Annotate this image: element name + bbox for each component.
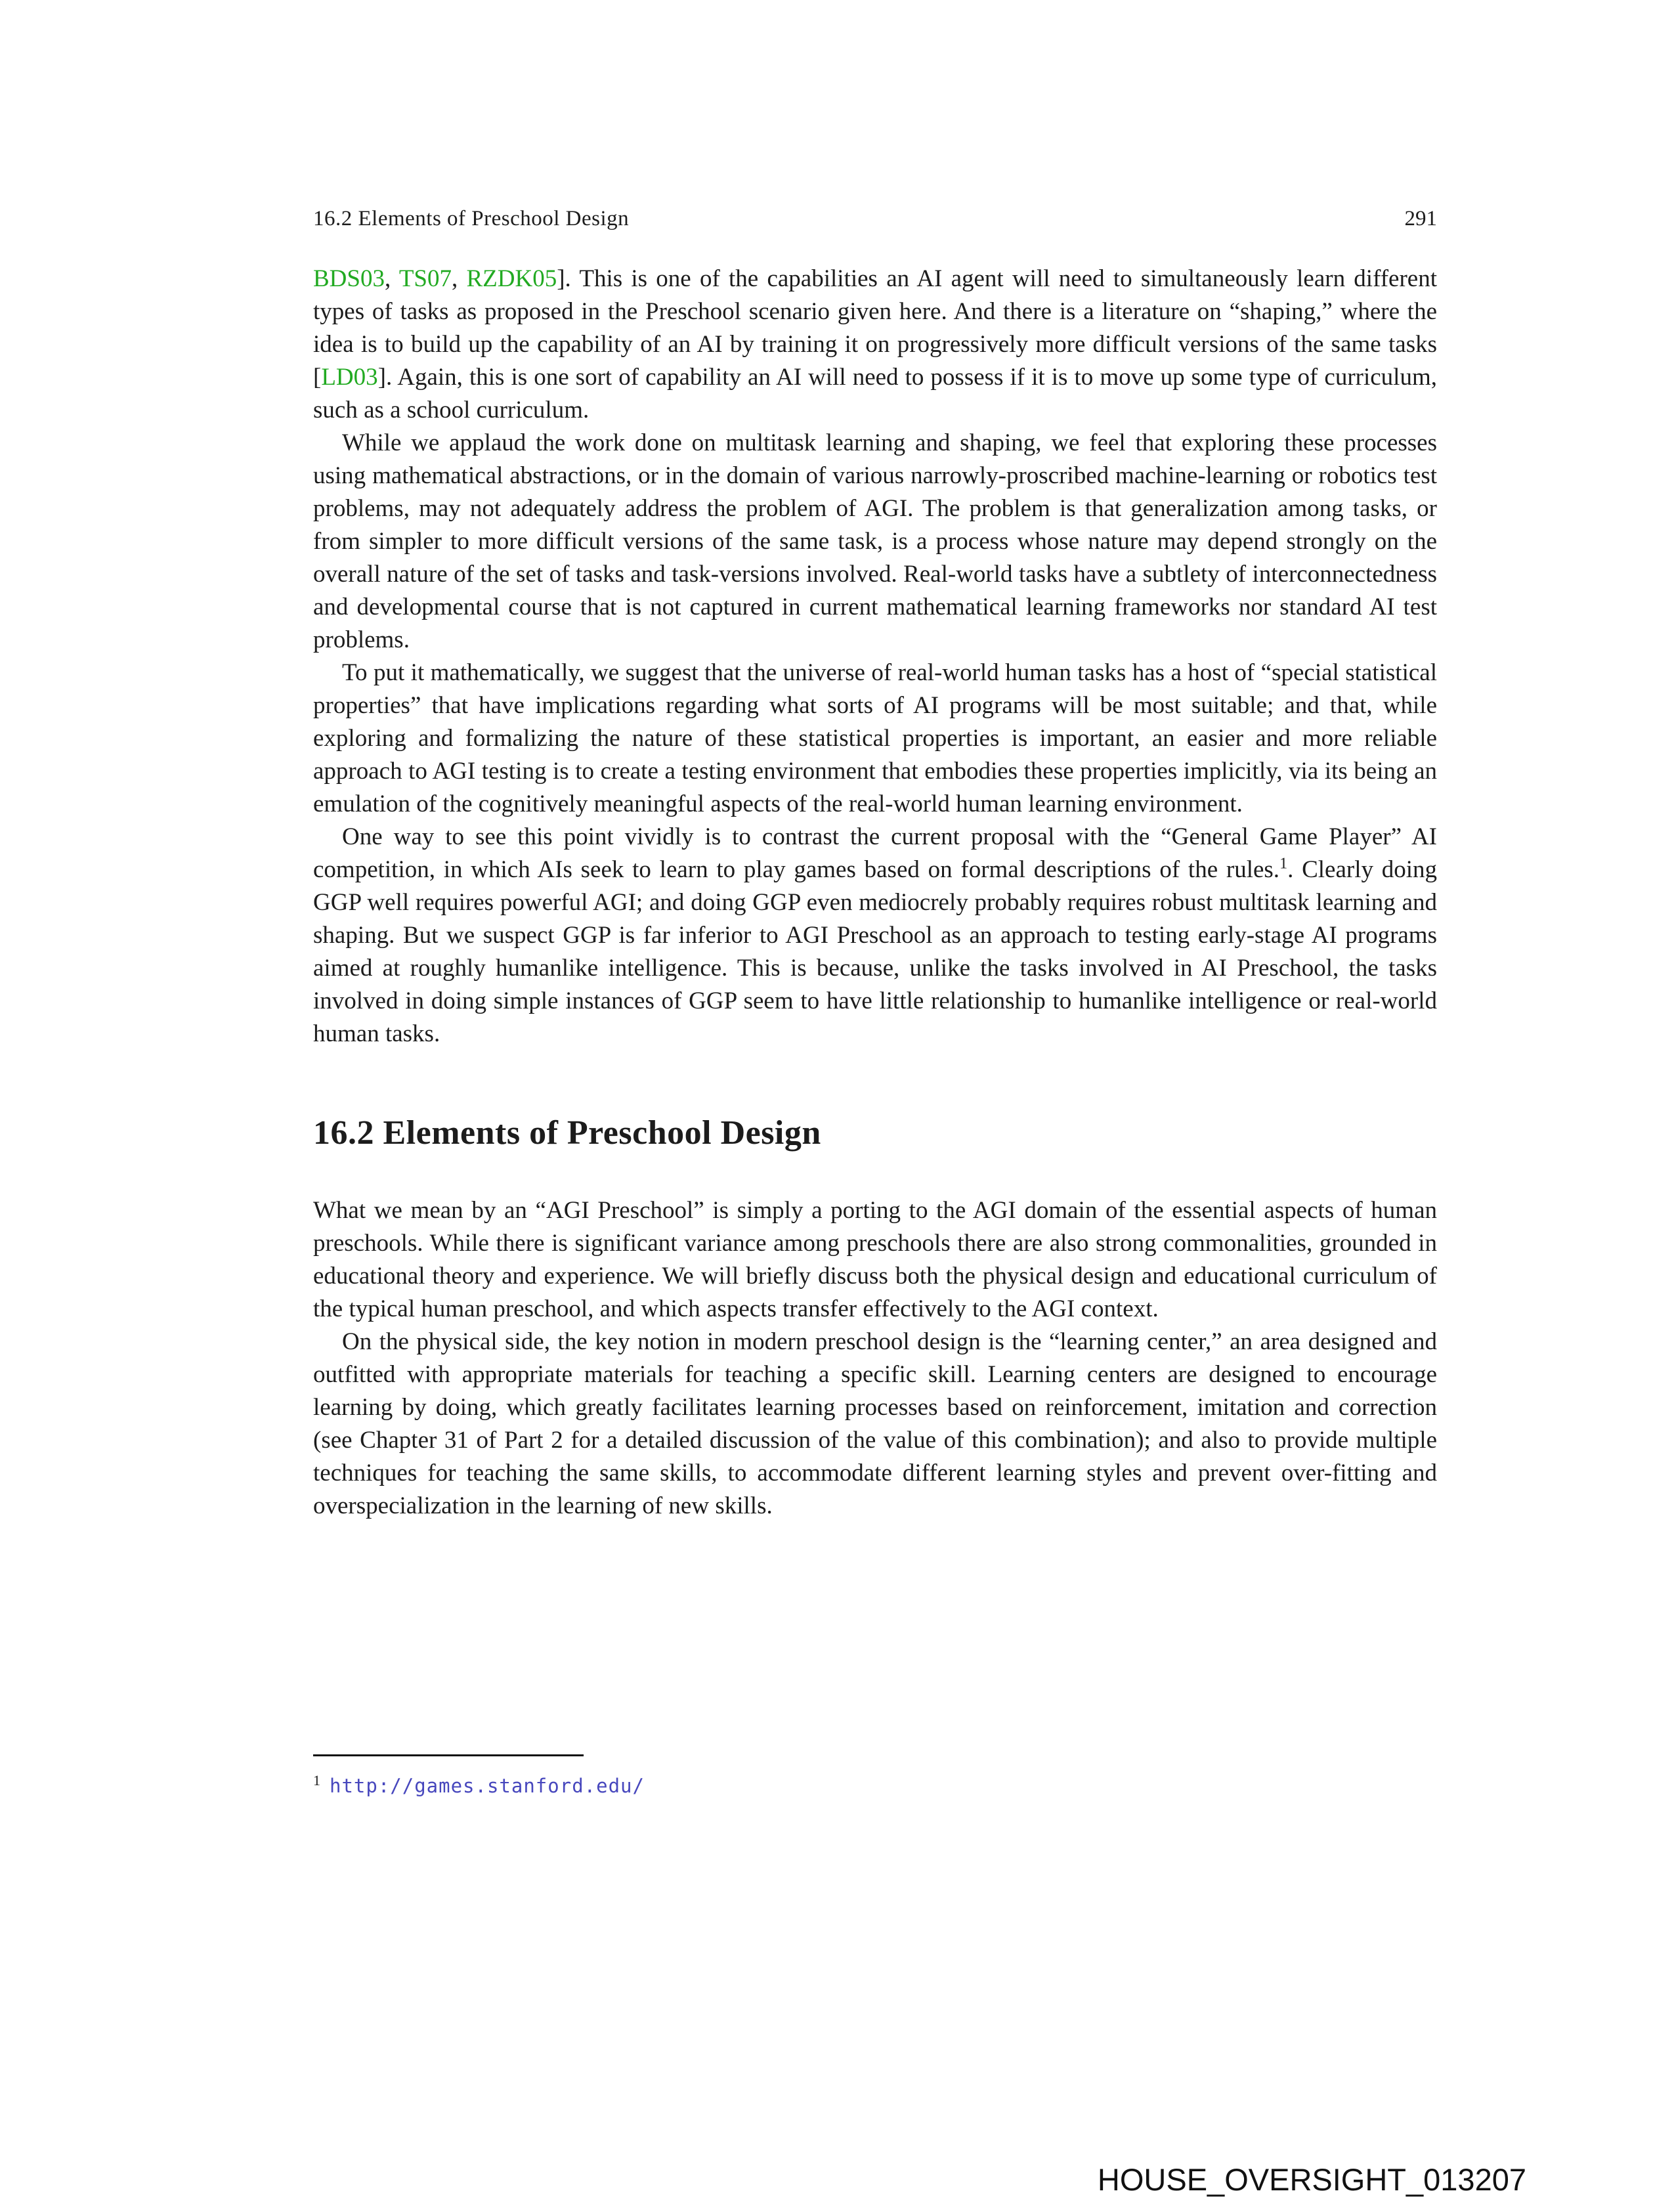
footnote-number: 1 [313,1772,320,1789]
paragraph-5: What we mean by an “AGI Preschool” is simply a porting to the AGI domain of the essential aspects of human preschools. While there is significant variance among preschools there are also strong commonalities, grounded in educational theory and experience. We will briefly discuss both the physical design and educational curriculum of the typical human preschool, and which aspects transfer effectively to the AGI context. [313,1197,1437,1322]
citation-link-ld03[interactable]: LD03 [321,364,378,391]
paragraph-2: While we applaud the work done on multitask learning and shaping, we feel that exploring these processes using mathematical abstractions, or in the domain of various narrowly-proscribed machine-learning or robotics test problems, may not adequately address the problem of AGI. The problem is that generalization among tasks, or from simpler to more difficult versions of the same task, is a process whose nature may depend strongly on the overall nature of the set of tasks and task-versions involved. Real-world tasks have a subtlety of interconnectedness and developmental course that is not captured in current mathematical learning frameworks nor standard AI test problems. [313,429,1437,653]
footnote-block [313,1754,1437,1798]
section-heading: 16.2 Elements of Preschool Design [313,1114,821,1152]
citation-link-rzdk05[interactable]: RZDK05 [466,265,557,292]
paragraph-1-text: ]. This is one of the capabilities an AI agent will need to simultaneously learn different types of tasks as proposed in the Preschool scenario given here. And there is a literature on “shaping,” where the idea is to build up the capability of an AI by training it on progressively more difficult versions of the same tasks [ [313,265,1438,391]
footnote-rule [313,1754,584,1756]
paragraph-1-text: , [384,265,399,292]
footnote-marker-ref[interactable]: 1 [1279,855,1288,873]
citation-link-bds03[interactable]: BDS03 [313,265,385,292]
paragraph-3: To put it mathematically, we suggest that the universe of real-world human tasks has a host of “special statistical properties” that have implications regarding what sorts of AI programs will be most suitable; and that, while exploring and formalizing the nature of these statistical properties is important, an easier and more reliable approach to AGI testing is to create a testing environment that embodies these properties implicitly, via its being an emulation of the cognitively meaningful aspects of the real-world human learning environment. [313,659,1437,817]
page-number: 291 [1404,207,1437,230]
running-header [313,207,1437,231]
paragraph-1 [313,263,1437,427]
footnote-url-link[interactable]: http://games.stanford.edu/ [330,1775,645,1797]
footnote-line [313,1772,1437,1798]
paragraph-6: On the physical side, the key notion in modern preschool design is the “learning center,” an area designed and outfitted with appropriate materials for teaching a specific skill. Learning centers are designed to encourage learning by doing, which greatly facilitates learning processes based on reinforcement, imitation and correction (see Chapter 31 of Part 2 for a detailed discussion of the value of this combination); and also to provide multiple techniques for teaching the same skills, to accommodate different learning styles and prevent over-fitting and overspecialization in the learning of new skills. [313,1328,1437,1519]
paragraph-4-text: . Clearly doing GGP well requires powerful AGI; and doing GGP even mediocrely probably requires robust multitask learning and shaping. But we suspect GGP is far inferior to AGI Preschool as an approach to testing early-stage AI programs aimed at roughly humanlike intelligence. This is because, unlike the tasks involved in AI Preschool, the tasks involved in doing simple instances of GGP seem to have little relationship to humanlike intelligence or real-world human tasks. [313,856,1438,1047]
paragraph-4 [313,821,1437,1051]
bates-stamp-watermark: HOUSE_OVERSIGHT_013207 [1097,2162,1526,2197]
paragraph-4-text: One way to see this point vividly is to contrast the current proposal with the “General Game Player” AI competition, in which AIs seek to learn to play games based on formal descriptions of the rules. [313,823,1437,883]
paragraph-1-text: ]. Again, this is one sort of capability an AI will need to possess if it is to move up some type of curriculum, such as a school curriculum. [313,364,1437,423]
citation-link-ts07[interactable]: TS07 [398,265,452,292]
paragraph-1-text: , [452,265,467,292]
running-header-title: 16.2 Elements of Preschool Design [313,207,630,230]
text-column [313,207,1437,1523]
